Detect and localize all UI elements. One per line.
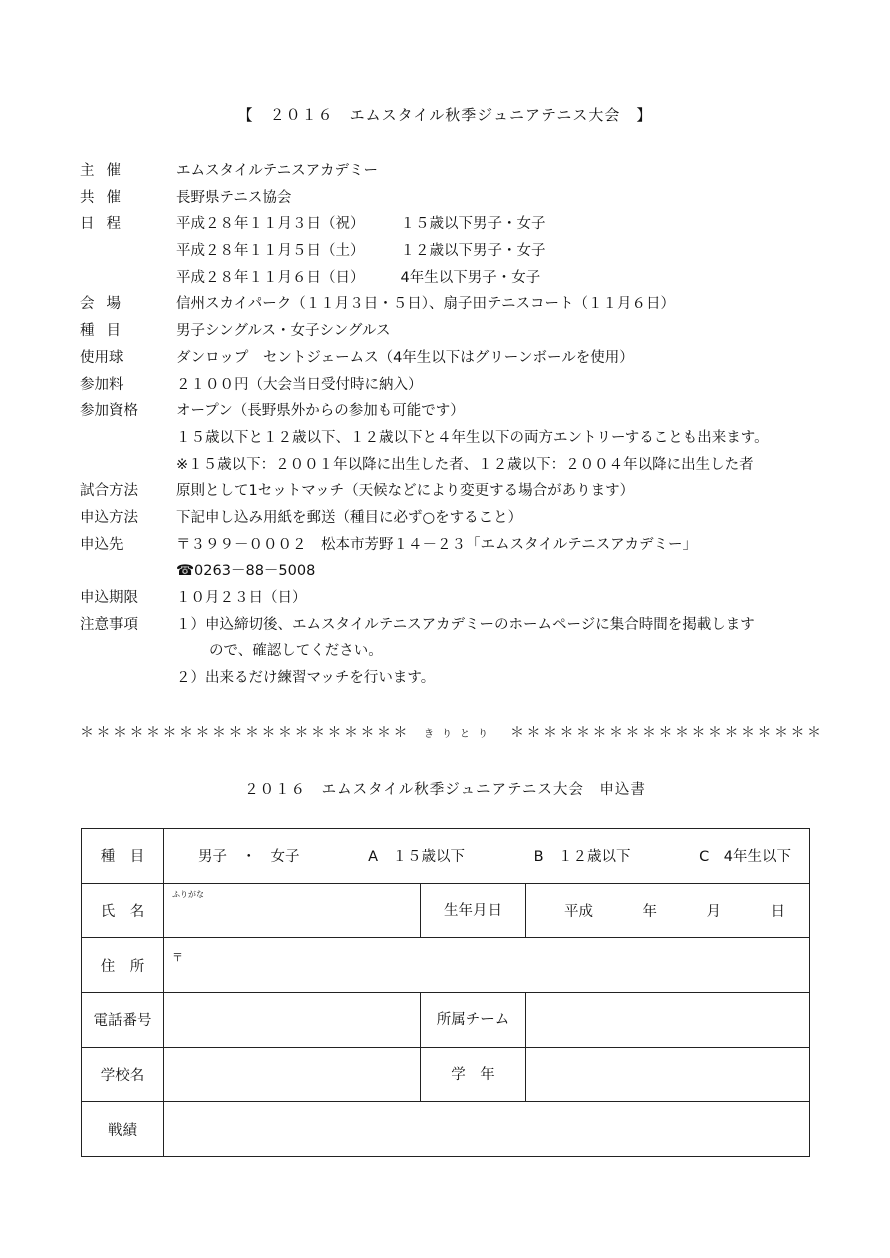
host-value: エムスタイルテニスアカデミー <box>176 163 378 179</box>
form-row-event <box>82 829 810 884</box>
eligibility-note-2-row <box>80 452 820 479</box>
phone-field[interactable] <box>164 993 421 1048</box>
fee-value: ２１００円（大会当日受付時に納入） <box>176 376 423 393</box>
form-row-record <box>82 1102 810 1157</box>
name-field[interactable] <box>164 883 421 938</box>
application-form <box>81 828 810 1157</box>
eligibility-note-2: ※１５歳以下：２００１年以降に出生した者、１２歳以下：２００４年以降に出生した者 <box>176 456 754 473</box>
birth-era: 平成 <box>564 904 593 921</box>
fee-row <box>80 372 820 399</box>
team-label: 所属チーム <box>421 993 526 1048</box>
apply-to-row <box>80 532 820 559</box>
birth-month: 月 <box>706 904 721 921</box>
apply-to-label: 申込先 <box>80 536 124 553</box>
schedule-row-3 <box>80 265 820 292</box>
venue-label: 会場 <box>80 296 133 313</box>
event-label: 種 目 <box>82 829 164 884</box>
fee-label: 参加料 <box>80 376 124 393</box>
eligibility-note-1: １５歳以下と１２歳以下、１２歳以下と４年生以下の両方エントリーすることも出来ます。 <box>176 429 769 446</box>
match-value: 原則として1セットマッチ（天候などにより変更する場合があります） <box>176 483 635 500</box>
note-1b: ので、確認してください。 <box>209 643 383 660</box>
ball-value: ダンロップ セントジェームス（4年生以下はグリーンボールを使用） <box>176 349 634 366</box>
event-option-a[interactable]: A １５歳以下 <box>368 849 465 866</box>
deadline-row <box>80 585 820 612</box>
cut-line-left: ＊＊＊＊＊＊＊＊＊＊＊＊＊＊＊＊＊＊＊＊ <box>80 725 410 741</box>
venue-value: 信州スカイパーク（１１月３日・５日）、扇子田テニスコート（１１月６日） <box>176 296 675 313</box>
schedule-date-2: 平成２８年１１月５日（土） <box>176 243 365 260</box>
events-row <box>80 318 820 345</box>
postal-mark: 〒 <box>172 951 183 965</box>
event-choices[interactable] <box>164 829 810 884</box>
cut-line-right: ＊＊＊＊＊＊＊＊＊＊＊＊＊＊＊＊＊＊＊ <box>510 725 824 741</box>
eligibility-note-1-row <box>80 425 820 452</box>
cohost-row <box>80 185 820 212</box>
birth-day: 日 <box>770 904 785 921</box>
form-title: ２０１６ エムスタイル秋季ジュニアテニス大会 申込書 <box>244 782 646 798</box>
form-row-address <box>82 938 810 993</box>
schedule-event-2: １２歳以下男子・女子 <box>400 243 546 260</box>
notes-label: 注意事項 <box>80 616 138 633</box>
tournament-info <box>80 158 820 692</box>
document-title: 【 ２０１６ エムスタイル秋季ジュニアテニス大会 】 <box>237 106 653 124</box>
notes-row-1 <box>80 612 820 639</box>
cut-line-label: きりとり <box>424 729 496 740</box>
phone-label: 電話番号 <box>82 993 164 1048</box>
birth-label: 生年月日 <box>421 883 526 938</box>
notes-row-3 <box>80 665 820 692</box>
host-label: 主催 <box>80 163 133 179</box>
notes-row-2 <box>80 638 820 665</box>
match-row <box>80 478 820 505</box>
phone-value: ☎0263－88－5008 <box>176 563 316 580</box>
schedule-event-3: 4年生以下男子・女子 <box>400 269 541 286</box>
eligibility-label: 参加資格 <box>80 403 138 420</box>
deadline-label: 申込期限 <box>80 590 138 606</box>
schedule-row-1 <box>80 211 820 238</box>
apply-method-value: 下記申し込み用紙を郵送（種目に必ず○をすること） <box>176 509 523 526</box>
form-row-school <box>82 1047 810 1102</box>
cohost-label: 共催 <box>80 189 133 206</box>
venue-row <box>80 291 820 318</box>
cohost-value: 長野県テニス協会 <box>176 189 292 206</box>
event-option-b[interactable]: B １２歳以下 <box>533 849 631 866</box>
birth-field[interactable] <box>526 883 810 938</box>
deadline-value: １０月２３日（日） <box>176 590 307 606</box>
apply-to-value: 〒３９９－０００２ 松本市芳野１４－２３「エムスタイルテニスアカデミー」 <box>176 536 697 553</box>
host-row <box>80 158 820 185</box>
schedule-label: 日程 <box>80 216 133 233</box>
school-label: 学校名 <box>82 1047 164 1102</box>
events-value: 男子シングルス・女子シングルス <box>176 323 391 340</box>
schedule-event-1: １５歳以下男子・女子 <box>400 216 546 233</box>
events-label: 種目 <box>80 323 133 340</box>
address-field[interactable] <box>164 938 810 993</box>
furigana-label: ふりがな <box>172 889 204 899</box>
eligibility-row <box>80 398 820 425</box>
schedule-date-1: 平成２８年１１月３日（祝） <box>176 216 365 233</box>
team-field[interactable] <box>526 993 810 1048</box>
schedule-row-2 <box>80 238 820 265</box>
note-1a: １）申込締切後、エムスタイルテニスアカデミーのホームページに集合時間を掲載します <box>176 616 755 633</box>
phone-row <box>80 558 820 585</box>
cut-line <box>80 722 824 742</box>
apply-method-label: 申込方法 <box>80 509 138 526</box>
event-option-c[interactable]: C 4年生以下 <box>699 849 791 866</box>
school-field[interactable] <box>164 1047 421 1102</box>
record-field[interactable] <box>164 1102 810 1157</box>
form-row-name <box>82 883 810 938</box>
eligibility-value: オープン（長野県外からの参加も可能です） <box>176 403 465 420</box>
schedule-date-3: 平成２８年１１月６日（日） <box>176 269 365 286</box>
note-2: ２）出来るだけ練習マッチを行います。 <box>176 670 436 687</box>
record-label: 戦績 <box>82 1102 164 1157</box>
ball-label: 使用球 <box>80 349 124 366</box>
ball-row <box>80 345 820 372</box>
birth-year: 年 <box>642 904 657 921</box>
address-label: 住 所 <box>82 938 164 993</box>
event-gender[interactable]: 男子 ・ 女子 <box>198 849 300 866</box>
apply-method-row <box>80 505 820 532</box>
match-label: 試合方法 <box>80 483 138 500</box>
grade-field[interactable] <box>526 1047 810 1102</box>
grade-label: 学 年 <box>421 1047 526 1102</box>
name-label: 氏 名 <box>82 883 164 938</box>
form-row-phone <box>82 993 810 1048</box>
